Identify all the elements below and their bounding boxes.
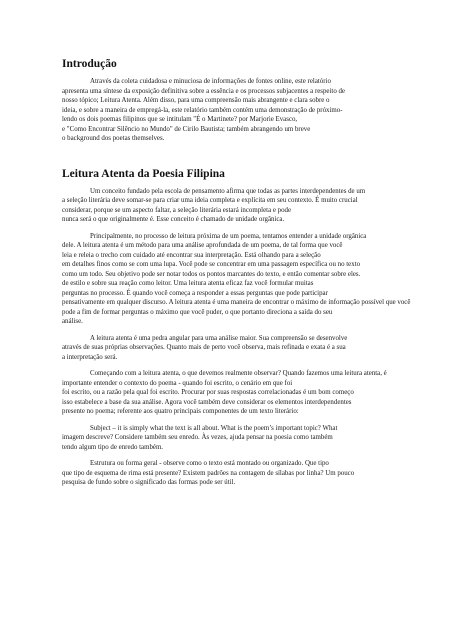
text-line: foi escrito, ou a razão pela qual foi escrito. Procurar por suas respostas correlacionadas é um bom começo bbox=[62, 389, 354, 396]
text-line: em detalhes finos como se com uma lupa. Você pode se concentrar em uma passagem específica ou no texto bbox=[62, 261, 361, 268]
text-line: o background dos poetas themselves. bbox=[62, 135, 165, 142]
text-line: pesquisa de fundo sobre o significado das formas pode ser útil. bbox=[62, 479, 236, 486]
text-line: tendo algum tipo de enredo também. bbox=[62, 443, 164, 451]
section-title-leitura-atenta: Leitura Atenta da Poesia Filipina bbox=[62, 167, 225, 180]
text-line: análise. bbox=[62, 318, 83, 325]
text-line: apresenta uma síntese da exposição definitiva sobre a essência e os processos subjacentes a respeito de bbox=[62, 87, 345, 95]
text-line: pode a fim de formar perguntas o máximo que você puder, o que portanto direciona a saída do seu bbox=[62, 308, 333, 316]
text-line: presente no poema; referente aos quatro principais componentes de um texto literário: bbox=[62, 408, 299, 415]
document-body bbox=[62, 57, 432, 495]
section-body-leitura-atenta bbox=[62, 187, 432, 488]
text-line: e "Como Encontrar Silêncio no Mundo" de Cirilo Bautista; também abrangendo um breve bbox=[62, 125, 311, 133]
text-line: a seleção literária deve somar-se para criar uma ideia completa e explícita em seu contexto. É muito crucial bbox=[62, 197, 358, 204]
text-line: dele. A leitura atenta é um método para uma análise aprofundada de um poema, de tal forma que você bbox=[62, 242, 343, 249]
paragraph bbox=[62, 334, 432, 363]
paragraph bbox=[62, 369, 432, 417]
text-line: Através da coleta cuidadosa e minuciosa de informações de fontes online, este relatório bbox=[90, 78, 331, 85]
text-line: como um todo. Seu objetivo pode ser notar todos os pontos marcantes do texto, e então comentar sobre eles. bbox=[62, 270, 361, 278]
text-line: isso estabelece a base da sua análise. Agora você também deve considerar os elementos interdependentes bbox=[62, 398, 352, 406]
text-line: A leitura atenta é uma pedra angular para uma análise maior. Sua compreensão se desenvolve bbox=[90, 334, 348, 342]
text-line: ideia, e sobre a maneira de empregá-la, este relatório também contém uma demonstração de próximo- bbox=[62, 106, 343, 114]
text-line: Um conceito fundado pela escola de pensamento afirma que todas as partes interdependentes de um bbox=[90, 187, 366, 195]
paragraph bbox=[62, 424, 432, 453]
text-line: perguntas no processo. É quando você começa a responder a essas perguntas que pode participar bbox=[62, 289, 328, 297]
text-line: imagem descreve? Considere também seu enredo. Às vezes, ajuda pensar na poesia como também bbox=[62, 434, 333, 441]
text-line: Subject – it is simply what the text is all about. What is the poem’s important topic? What bbox=[90, 424, 338, 432]
text-line: nunca será o que originalmente é. Esse conceito é chamado de unidade orgânica. bbox=[62, 216, 285, 223]
text-line: leia e releia o trecho com cuidado até encontrar sua interpretação. Está olhando para a seleção bbox=[62, 251, 321, 259]
text-line: importante entender o contexto do poema - quando foi escrito, o cenário em que foi bbox=[62, 379, 293, 387]
text-line: nosso tópico; Leitura Atenta. Além disso, para uma compreensão mais abrangente e clara sobre o bbox=[62, 97, 330, 104]
paragraph bbox=[62, 459, 432, 488]
text-line: de estilo e sobre sua reação como leitor. Uma leitura atenta eficaz faz você formular muitas bbox=[62, 280, 314, 287]
paragraph bbox=[62, 187, 432, 225]
text-line: que tipo de esquema de rima está presente? Existem padrões na contagem de sílabas por linha? Um pouco bbox=[62, 469, 355, 477]
text-line: lendo os dois poemas filipinos que se intitulam "É o Martinete? por Marjorie Evasco, bbox=[62, 116, 298, 123]
text-line: Principalmente, no processo de leitura próxima de um poema, tentamos entender a unidade orgânica bbox=[90, 232, 367, 240]
paragraph bbox=[62, 77, 432, 144]
text-line: a interpretação será. bbox=[62, 353, 118, 361]
text-line: considerar, porque se um aspecto faltar, a seleção literária estará incompleta e pode bbox=[62, 206, 292, 214]
text-line: Começando com a leitura atenta, o que devemos realmente observar? Quando fazemos uma leitura atenta, é bbox=[90, 370, 387, 377]
paragraph bbox=[62, 232, 432, 327]
text-line: Estrutura ou forma geral - observe como o texto está montado ou organizado. Que tipo bbox=[90, 460, 329, 467]
text-line: pensativamente em qualquer discurso. A leitura atenta é uma maneira de encontrar o máximo de informação possível que você bbox=[62, 299, 411, 306]
section-body-introducao bbox=[62, 77, 432, 144]
text-line: através de suas próprias observações. Quanto mais de perto você observa, mais refinada e exata é a sua bbox=[62, 344, 346, 351]
section-title-introducao: Introdução bbox=[62, 58, 117, 70]
